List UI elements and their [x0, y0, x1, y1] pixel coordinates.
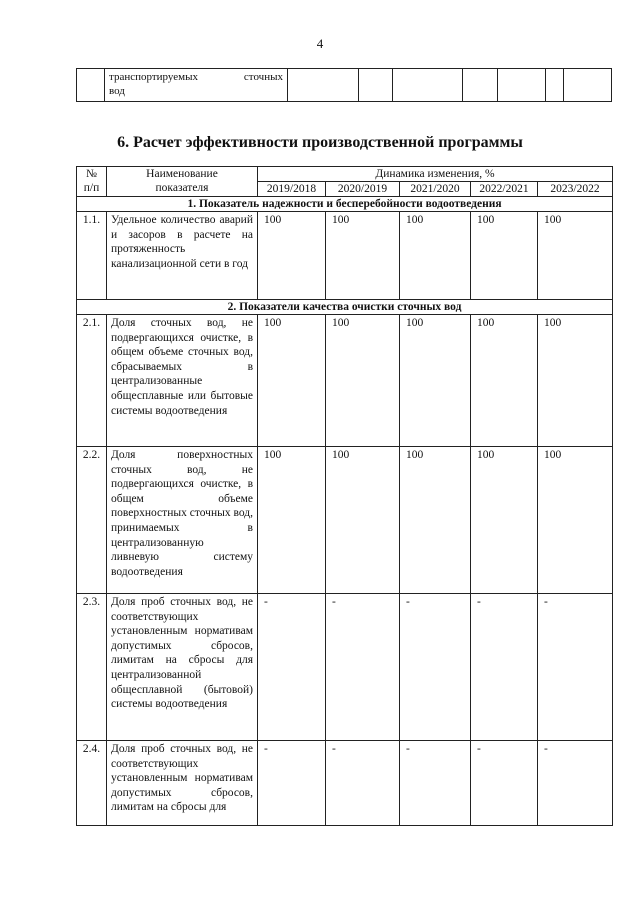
row-value: 100 — [400, 315, 471, 447]
header-year: 2021/2020 — [400, 182, 471, 197]
header-dynamics: Динамика изменения, % — [258, 167, 613, 182]
group-title: 1. Показатель надежности и бесперебойности водоотведения — [77, 197, 613, 212]
table-header-row — [77, 167, 613, 182]
header-name-line-2: показателя — [155, 182, 209, 194]
header-year: 2022/2021 — [471, 182, 538, 197]
continuation-table — [76, 68, 612, 102]
row-name: Доля проб сточных вод, не соответствующих установленным нормативам допустимых сбросов, лимитам на сбросы для — [107, 741, 258, 826]
group-heading-row — [77, 197, 613, 212]
cell-empty — [359, 69, 393, 102]
table-row — [77, 594, 613, 741]
row-value: 100 — [326, 447, 400, 594]
row-value: 100 — [400, 447, 471, 594]
row-value: 100 — [471, 315, 538, 447]
table-row — [77, 741, 613, 826]
header-name-line-1: Наименование — [146, 168, 218, 180]
row-value: 100 — [400, 212, 471, 300]
row-number: 2.2. — [77, 447, 107, 594]
header-num-line-2: п/п — [83, 182, 100, 194]
continuation-line-2: вод — [109, 85, 125, 97]
row-number: 2.3. — [77, 594, 107, 741]
header-num-line-1: № — [86, 168, 97, 180]
row-value: 100 — [326, 212, 400, 300]
row-number: 1.1. — [77, 212, 107, 300]
header-year: 2023/2022 — [538, 182, 613, 197]
row-value: 100 — [258, 315, 326, 447]
efficiency-table — [76, 166, 613, 826]
row-value: 100 — [538, 212, 613, 300]
cell-empty — [498, 69, 546, 102]
header-year: 2020/2019 — [326, 182, 400, 197]
row-value: - — [326, 594, 400, 741]
cell-empty — [463, 69, 498, 102]
row-number: 2.4. — [77, 741, 107, 826]
row-name: Доля проб сточных вод, не соответствующих установленным нормативам допустимых сбросов, лимитам на сбросы для централизованной общесплавной (бытовой) системы водоотведения — [107, 594, 258, 741]
row-value: - — [258, 741, 326, 826]
header-num — [77, 167, 107, 197]
table-row — [77, 212, 613, 300]
row-value: - — [538, 741, 613, 826]
row-value: - — [400, 594, 471, 741]
cell-empty — [564, 69, 612, 102]
row-value: 100 — [538, 447, 613, 594]
row-value: - — [326, 741, 400, 826]
row-value: 100 — [538, 315, 613, 447]
row-name: Доля поверхностных сточных вод, не подвергающихся очистке, в общем объеме поверхностных сточных вод, принимаемых в централизованную ливневую систему водоотведения — [107, 447, 258, 594]
row-value: - — [538, 594, 613, 741]
group-heading-row — [77, 300, 613, 315]
row-value: 100 — [258, 212, 326, 300]
page-number: 4 — [316, 36, 324, 51]
row-value: - — [471, 741, 538, 826]
row-value: - — [258, 594, 326, 741]
continuation-row — [77, 69, 612, 102]
header-year: 2019/2018 — [258, 182, 326, 197]
row-value: 100 — [258, 447, 326, 594]
row-name: Удельное количество аварий и засоров в расчете на протяженность канализационной сети в год — [107, 212, 258, 300]
row-name: Доля сточных вод, не подвергающихся очистке, в общем объеме сточных вод, сбрасываемых в централизованные общесплавные или бытовые системы водоотведения — [107, 315, 258, 447]
cell-empty — [546, 69, 564, 102]
continuation-text — [105, 69, 288, 102]
row-value: 100 — [471, 447, 538, 594]
table-row — [77, 315, 613, 447]
header-name — [107, 167, 258, 197]
row-number: 2.1. — [77, 315, 107, 447]
table-row — [77, 447, 613, 594]
group-title: 2. Показатели качества очистки сточных вод — [77, 300, 613, 315]
row-value: - — [471, 594, 538, 741]
row-value: - — [400, 741, 471, 826]
cell-empty — [288, 69, 359, 102]
row-value: 100 — [326, 315, 400, 447]
continuation-line-1: транспортируемых сточных — [109, 71, 283, 83]
row-value: 100 — [471, 212, 538, 300]
cell-empty — [77, 69, 105, 102]
section-title: 6. Расчет эффективности производственной программы — [117, 134, 523, 151]
cell-empty — [393, 69, 463, 102]
